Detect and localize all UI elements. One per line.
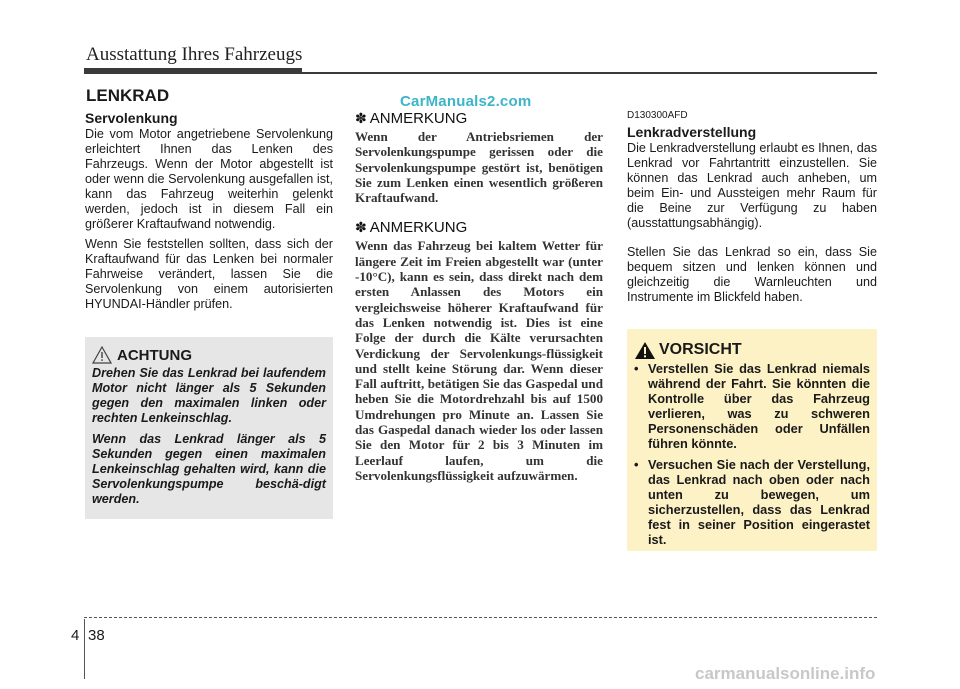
caution-body [92,366,326,513]
page-section-number: 4 [71,627,80,644]
column-servolenkung [85,110,333,317]
lenkradverstellung-paragraph-1: Die Lenkradverstellung erlaubt es Ihnen, das Lenkrad vor Fahrtantritt einzustellen. Sie können das Lenkrad auch anheben, um beim Ein- und Aussteigen mehr Raum für die Beine zur Verfügung zu haben (ausstattungsabhängig). [627,141,877,230]
servolenkung-paragraph-2: Wenn Sie feststellen sollten, dass sich der Kraftaufwand für das Lenken bei normaler Fahrweise verändert, lassen Sie die Servolenkung von einem autorisierten HYUNDAI-Händler prüfen. [85,237,333,311]
servolenkung-paragraph-1: Die vom Motor angetriebene Servolenkung erleichtert Ihnen das Lenken des Fahrzeugs. Wenn der Motor abgestellt ist oder wenn die Servolenkung ausgefallen ist, kann das Fahrzeug weiterhin gelenkt werden, jedoch ist in diesem Fall ein größerer Kraftaufwand notwendig. [85,127,333,231]
column-anmerkung [355,110,603,483]
note-2-heading [355,219,603,236]
note-2-title: ANMERKUNG [369,219,468,237]
page-number: 38 [88,627,105,644]
note-star-icon: ✽ [355,219,367,236]
watermark-top: CarManuals2.com [400,93,532,110]
caution-title: ACHTUNG [117,347,192,364]
warning-item [634,457,870,548]
lenkradverstellung-heading: Lenkradverstellung [627,124,757,140]
column-lenkradverstellung [627,110,877,310]
warning-item-text: Verstellen Sie das Lenkrad niemals während der Fahrt. Sie könnten die Kontrolle über das Fahrzeug verlieren, was zu schweren Personenschäden oder Unfällen führen könnte. [648,361,870,452]
lenkradverstellung-paragraph-2: Stellen Sie das Lenkrad so ein, dass Sie bequem sitzen und lenken können und gleichzeitig die Warnleuchten und Instrumente im Blickfeld haben. [627,245,877,304]
caution-paragraph-1: Drehen Sie das Lenkrad bei laufendem Motor nicht länger als 5 Sekunden gegen den maximalen linken oder rechten Lenkeinschlag. [92,366,326,425]
footer-rule [84,617,877,619]
bullet-icon: • [634,456,639,472]
warning-triangle-icon [634,341,656,360]
warning-item [634,361,870,452]
note-2-text: Wenn das Fahrzeug bei kaltem Wetter für längere Zeit im Freien abgestellt war (unter -10°C), kann es sein, dass direkt nach dem ersten Anlassen des Motors ein vergleichsweise höherer Kraftaufwand für das Lenken notwendig ist. Dies ist eine Folge der durch die Kälte verursachten Verdickung der Servolenkungs-flüssigkeit und stellt keine Störung dar. Wenn dieser Fall auftritt, betätigen Sie das Gaspedal und heben Sie die Motordrehzahl bis auf 1500 Umdrehungen pro Minute an. Lassen Sie das Gaspedal danach wieder los oder lassen Sie den Motor für 2 bis 3 Minuten im Leerlauf laufen, um die Servolenkungsflüssigkeit aufzuwärmen. [355,238,603,483]
warning-list [634,361,870,552]
section-title: LENKRAD [86,86,170,105]
warning-item-text: Versuchen Sie nach der Verstellung, das Lenkrad nach oben oder nach unten zu bewegen, um sicherzustellen, dass das Lenkrad fest in seiner Position eingerastet ist. [648,456,870,548]
note-1-heading [355,110,603,127]
note-star-icon: ✽ [355,110,367,126]
caution-paragraph-2: Wenn das Lenkrad länger als 5 Sekunden gegen einen maximalen Lenkeinschlag gehalten wird, kann die Servolenkungspumpe beschä-digt werden. [92,432,326,506]
servolenkung-heading: Servolenkung [85,110,178,126]
footer-divider [84,619,85,679]
bullet-icon: • [634,361,639,376]
caution-triangle-icon [92,346,112,364]
page-header-title: Ausstattung Ihres Fahrzeugs [86,44,303,65]
header-rule [84,72,877,74]
watermark-bottom: carmanualsonline.info [695,664,876,683]
section-code: D130300AFD [627,110,688,121]
note-1-title: ANMERKUNG [369,110,468,127]
note-1-text: Wenn der Antriebsriemen der Servolenkungspumpe gerissen oder die Servolenkungspumpe gestört ist, benötigen Sie zum Lenken einen wesentlich größeren Kraftaufwand. [355,129,603,206]
warning-title: VORSICHT [659,341,742,358]
